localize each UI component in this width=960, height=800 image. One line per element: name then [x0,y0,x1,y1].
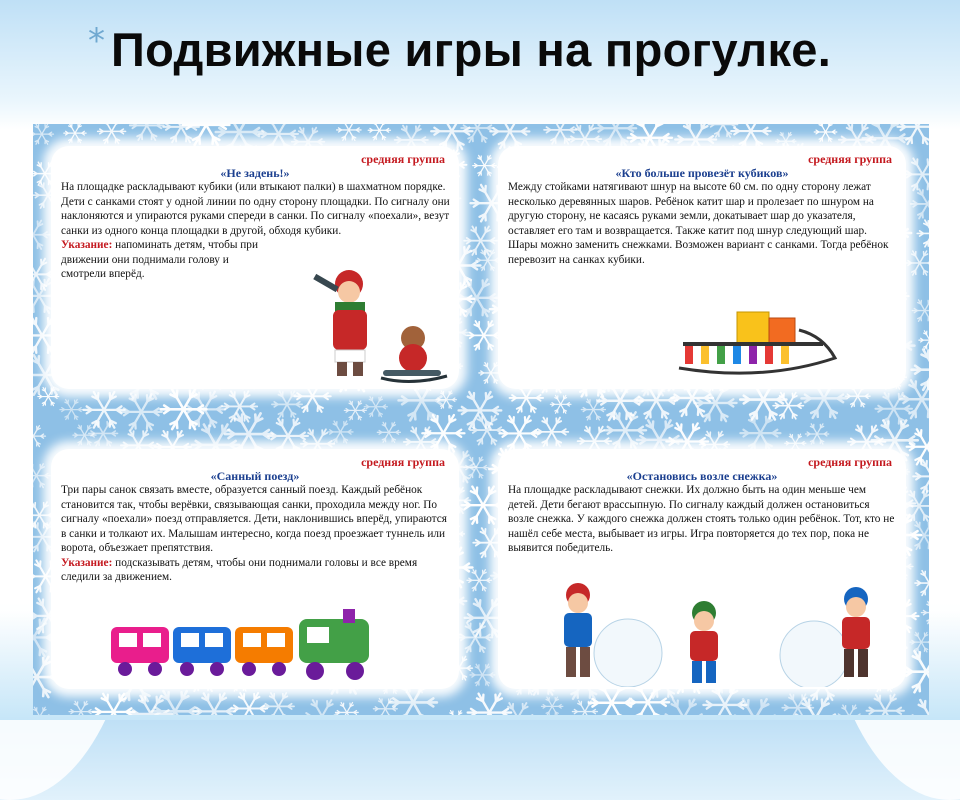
snowflake-icon [33,707,51,715]
snowflake-icon [368,124,390,140]
snowflake-icon [581,399,605,420]
child-with-sled-and-teddy-illustration [301,266,451,388]
snowflake-icon [33,221,49,249]
snowflake-icon [903,651,929,692]
snowflake-icon [814,124,837,142]
game-description [508,180,898,267]
snowflake-icon [364,397,387,417]
snowflake-icon [909,700,929,715]
snowflake-icon [919,331,929,350]
snowflake-icon [458,623,492,652]
snowflake-icon [740,416,780,451]
snowflake-icon [445,711,466,715]
hint-text: подсказывать детям, чтобы они поднимали головы и все время следили за движением. [61,557,417,584]
snowflake-icon [703,686,746,715]
snowflake-icon [595,124,636,146]
game-title: «Санный поезд» [51,469,459,484]
game-title: «Не задень!» [51,166,459,181]
game-rules-text: Три пары санок связать вместе, образуется санный поезд. Каждый ребёнок становится так, чтобы верёвки, связывающая санки, проходила между ног. По сигналу «поехали» поезд отправляется. Дети, наклонившись вперёд, упираются в санки и толкают их. Малышам интересно, когда поезд проезжает туннель или ворота, объезжает препятствия. [61,483,451,556]
group-label: средняя группа [361,455,445,470]
game-card-kto-bolshe [498,146,906,389]
snowflake-icon [337,124,361,140]
snowflake-icon [908,522,929,549]
snowflake-icon [904,158,929,190]
snowflake-icon [459,392,502,429]
game-hint [61,556,451,585]
game-rules-text: На площадке раскладывают снежки. Их должно быть на один меньше чем детей. Дети бегают врассыпную. По сигналу каждый должен остановиться возле снежка. У каждого снежка должен стоять только один ребёнок. Тот, кто не нашёл себе места, выбывает из игры. Игра повторяется до тех пор, пока не выявится победитель. [508,483,898,556]
snowflake-icon [731,699,778,715]
snowflake-icon [467,570,491,591]
snowflake-icon [60,400,83,420]
snowflake-icon [130,124,164,140]
snowflake-icon [98,124,126,144]
game-title: «Кто больше провезёт кубиков» [498,166,906,181]
hint-text: напоминать детям, чтобы при движении они поднимали голову и смотрели вперёд. [61,239,258,280]
snowflake-icon [436,391,456,408]
snowflake-icon [542,697,563,715]
group-label: средняя группа [808,152,892,167]
snowflake-icon [836,705,862,715]
game-card-ostanovis [498,449,906,689]
group-label: средняя группа [808,455,892,470]
snowflake-icon [490,124,529,148]
snowflake-icon [467,321,500,350]
snowflake-icon [328,421,353,443]
children-rolling-snowballs-illustration [518,573,888,687]
snowflake-icon [468,694,511,715]
snowflake-icon [550,395,571,413]
snowflake-icon [473,155,496,175]
game-card-ne-zaden [51,146,459,389]
slide-title-row [88,20,831,80]
snowflake-icon [694,385,736,422]
game-description [508,483,898,556]
snowflake-icon [231,693,267,715]
snowflake-icon [470,664,495,685]
snowflake-icon [464,457,488,478]
group-label: средняя группа [361,152,445,167]
game-hint [61,238,271,282]
snowflake-icon [907,429,929,464]
snowflake-icon [867,695,904,715]
toy-train-illustration [111,609,401,685]
snowflake-icon [917,220,929,247]
games-sheet-image [33,124,929,715]
snowflake-icon [911,189,929,218]
snowflake-icon [910,632,929,651]
snowflake-icon [913,460,929,493]
snowflake-icon [38,388,59,406]
snowflake-icon [33,464,50,488]
snowflake-icon [69,701,93,715]
game-description [61,483,451,585]
snowflake-icon [33,426,45,447]
asterisk-bullet-icon: * [88,24,105,58]
snowflake-icon [793,699,839,715]
snowflake-icon [33,124,53,144]
snowflake-icon [64,124,86,143]
snowflake-icon [263,693,294,715]
snowflake-icon [84,392,125,428]
game-rules-text: На площадке раскладывают кубики (или втыкают палки) в шахматном порядке. Дети с санками стоят у одной линии по одну сторону площадки. По сигналу они наклоняются и упираются руками спереди в санки. По сигналу «поехали», везут санки из одного конца площадки в другой, обходя кубики. [61,180,451,238]
snowflake-icon [499,416,539,451]
snowflake-icon [921,602,929,624]
snowflake-icon [906,251,929,275]
game-rules-text: Между стойками натягивают шнур на высоте 60 см. по одну сторону лежат несколько деревянных шаров. Ребёнок катит шар и пролезает по шнуром на другую сторону, не касаясь руками земли, докатывает шар до указателя, оставляет его там и возвращается. Также катит под шнур следующий шар. Шары можно заменить снежками. Возможен вариант с санками. Тогда ребёнок перевозит на санках кубики. [508,180,898,267]
snowflake-icon [535,418,568,447]
slide-title: Подвижные игры на прогулке. [111,20,831,80]
snowflake-icon [193,693,235,715]
snowflake-icon [344,401,366,420]
sled-with-cubes-illustration [673,306,843,384]
snowflake-icon [915,571,929,596]
game-card-sanny-poezd [51,449,459,689]
snowflake-icon [912,300,929,321]
hint-label: Указание: [61,239,112,251]
game-title: «Остановись возле снежка» [498,469,906,484]
snowflake-icon [731,124,770,148]
hint-label: Указание: [61,557,112,569]
snowflake-icon [335,703,358,715]
snowflake-icon [805,424,828,444]
snowflake-icon [377,422,400,442]
snowflake-icon [268,419,308,453]
